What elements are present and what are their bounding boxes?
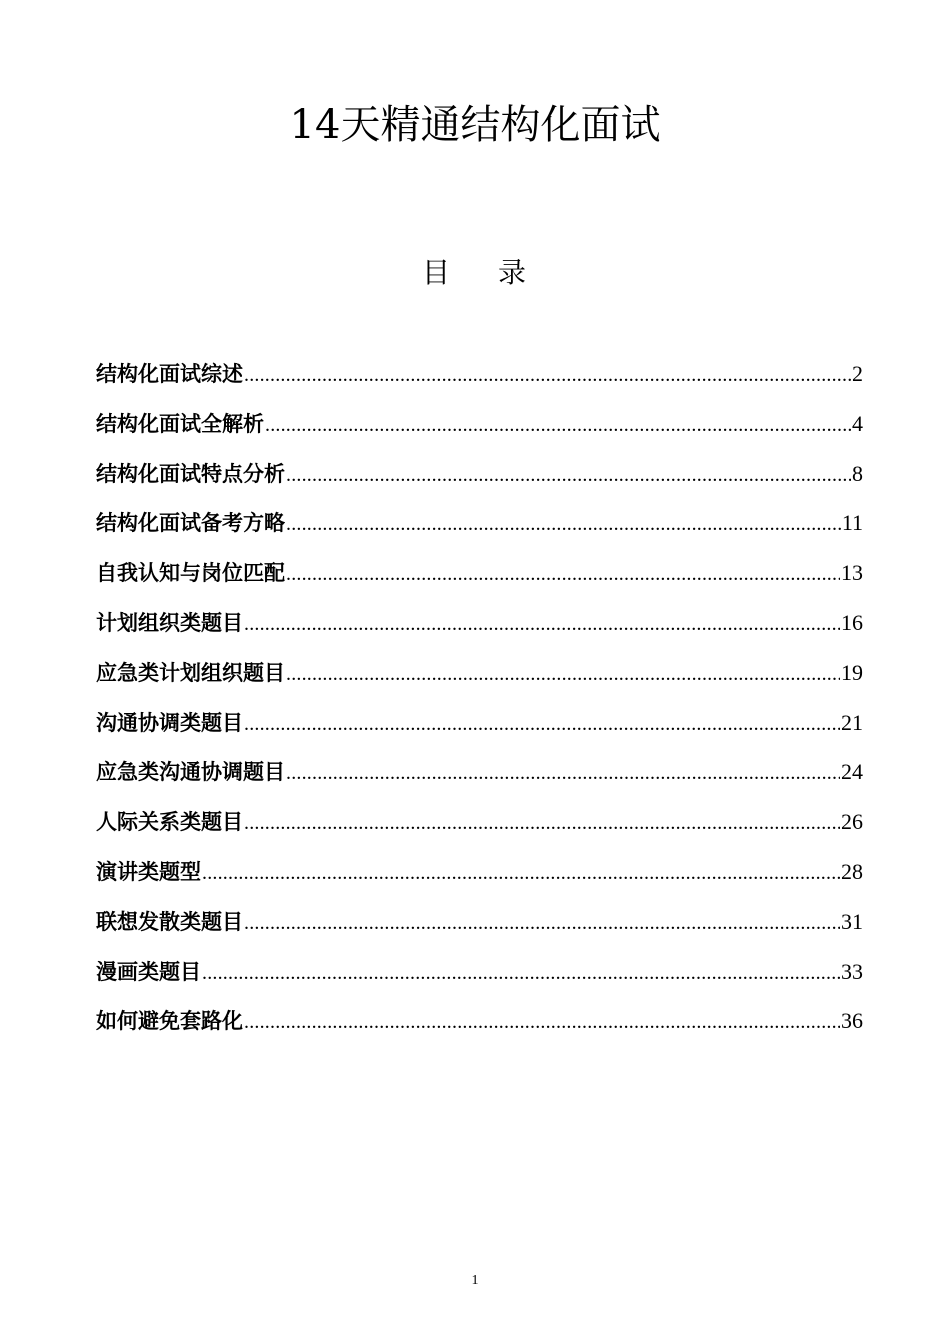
toc-entry-title: 人际关系类题目 <box>96 810 243 835</box>
toc-leader-dots <box>244 804 840 842</box>
toc-leader-dots <box>244 904 840 942</box>
toc-entry-page: 11 <box>841 510 863 536</box>
toc-heading-char-2: 录 <box>498 256 529 289</box>
toc-entry-page: 4 <box>852 410 863 436</box>
toc-entry[interactable] <box>96 903 863 953</box>
toc-entry[interactable] <box>96 604 863 654</box>
toc-entry-page: 24 <box>841 759 863 785</box>
toc-leader-dots <box>286 754 840 792</box>
toc-entry-page: 26 <box>841 809 863 835</box>
toc-entry-title: 漫画类题目 <box>96 959 201 984</box>
toc-heading-char-1: 目 <box>421 256 452 289</box>
toc-entry[interactable] <box>96 953 863 1003</box>
toc-leader-dots <box>244 605 840 643</box>
page-number: 1 <box>471 1273 479 1288</box>
document-title: 14天精通结构化面试 <box>289 102 661 148</box>
toc-entry-title: 计划组织类题目 <box>96 610 243 635</box>
toc-heading <box>0 255 950 291</box>
toc-entry-title: 结构化面试特点分析 <box>96 461 285 486</box>
toc-leader-dots <box>202 954 840 992</box>
toc-entry-page: 21 <box>841 709 863 735</box>
toc-entry-title: 应急类计划组织题目 <box>96 660 285 685</box>
toc-entry[interactable] <box>96 753 863 803</box>
toc-entry-page: 16 <box>841 609 863 635</box>
toc-entry-page: 28 <box>841 858 863 884</box>
toc-entry-page: 2 <box>852 361 863 386</box>
toc-leader-dots <box>244 705 840 743</box>
toc-entry-title: 应急类沟通协调题目 <box>96 760 285 785</box>
toc-entry-title: 沟通协调类题目 <box>96 710 243 735</box>
toc-entry-title: 如何避免套路化 <box>96 1009 243 1034</box>
toc-entry-title: 结构化面试全解析 <box>96 411 264 436</box>
toc-entry-page: 36 <box>841 1008 863 1034</box>
toc-leader-dots <box>202 854 840 892</box>
toc-entry-page: 31 <box>841 908 863 934</box>
toc-leader-dots <box>286 555 840 593</box>
toc-entry[interactable] <box>96 853 863 903</box>
table-of-contents <box>96 355 863 1052</box>
toc-entry-title: 自我认知与岗位匹配 <box>96 561 285 586</box>
toc-leader-dots <box>244 356 851 394</box>
toc-entry-page: 8 <box>852 460 863 486</box>
toc-entry[interactable] <box>96 405 863 455</box>
toc-entry-title: 演讲类题型 <box>96 859 201 884</box>
toc-leader-dots <box>286 505 841 543</box>
toc-leader-dots <box>286 456 851 494</box>
toc-entry[interactable] <box>96 355 863 405</box>
toc-entry[interactable] <box>96 554 863 604</box>
toc-entry[interactable] <box>96 704 863 754</box>
toc-entry[interactable] <box>96 504 863 554</box>
toc-entry-page: 33 <box>841 958 863 984</box>
toc-entry[interactable] <box>96 1002 863 1052</box>
toc-entry-page: 19 <box>841 659 863 685</box>
toc-entry-title: 结构化面试综述 <box>96 362 243 386</box>
toc-entry-title: 联想发散类题目 <box>96 909 243 934</box>
toc-leader-dots <box>265 406 851 444</box>
toc-entry-page: 13 <box>841 560 863 586</box>
toc-leader-dots <box>286 655 840 693</box>
toc-leader-dots <box>244 1003 840 1041</box>
toc-entry[interactable] <box>96 803 863 853</box>
toc-entry[interactable] <box>96 654 863 704</box>
toc-entry-title: 结构化面试备考方略 <box>96 511 285 536</box>
toc-entry[interactable] <box>96 455 863 505</box>
